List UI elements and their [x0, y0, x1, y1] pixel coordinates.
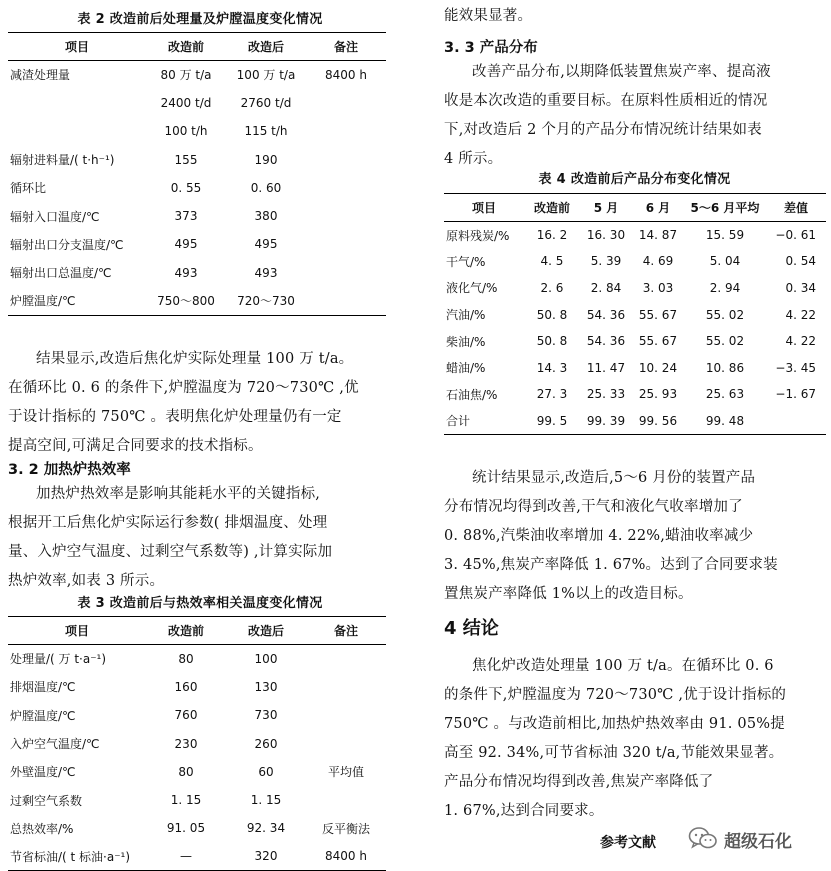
text-line: 根据开工后焦化炉实际运行参数( 排烟温度、处理: [8, 515, 328, 531]
table-cell: 14. 87: [632, 222, 684, 249]
table-cell: 2. 6: [540, 280, 564, 295]
table-cell: [306, 117, 386, 145]
table2: [8, 32, 386, 316]
table-cell: 汽油/%: [446, 308, 486, 323]
table-row: [8, 230, 386, 258]
table-row: [444, 248, 826, 275]
table-cell: 50. 8: [536, 307, 568, 322]
table2-header-row: [8, 33, 386, 61]
table-row: [8, 61, 386, 89]
table-cell: 0. 54: [785, 254, 816, 269]
table-cell: 石油焦/%: [446, 387, 498, 402]
table-cell: 1. 15: [170, 793, 202, 808]
table-cell: [306, 786, 386, 814]
text-line: 热炉效率,如表 3 所示。: [8, 573, 165, 589]
table-cell: 入炉空气温度/℃: [10, 737, 100, 752]
table-cell: 260: [254, 736, 278, 751]
left-paragraph-2: [8, 480, 392, 596]
table-cell: 80: [146, 645, 226, 673]
table4-caption: 表 4 改造前后产品分布变化情况: [538, 172, 731, 187]
table-cell: 4. 69: [642, 254, 674, 269]
table-cell: 10. 24: [638, 360, 678, 375]
table-cell: −0. 61: [766, 222, 826, 249]
table-cell: 25. 63: [705, 387, 745, 402]
table-cell: 循环比: [10, 181, 47, 196]
table-cell: 外壁温度/℃: [10, 765, 76, 780]
table-cell: [306, 174, 386, 202]
table-cell: 100 万 t/a: [226, 61, 306, 89]
table-cell: 8400 h: [306, 843, 386, 871]
table-row: [444, 408, 826, 435]
table-cell: 25. 93: [638, 387, 678, 402]
table-cell: [306, 202, 386, 230]
table-cell: 730: [254, 708, 278, 723]
table-cell: [306, 259, 386, 287]
table3-caption: 表 3 改造前后与热效率相关温度变化情况: [77, 596, 323, 611]
column-header: 差值: [766, 194, 826, 222]
section-3-3-heading: 3. 3 产品分布: [444, 40, 538, 56]
column-header: 项目: [444, 194, 524, 222]
table-cell: 15. 59: [684, 222, 766, 249]
table-row: [444, 222, 826, 249]
table-cell: −3. 45: [775, 360, 816, 375]
table-cell: 99. 5: [524, 408, 580, 435]
table-row: [8, 814, 386, 842]
text-line: 在循环比 0. 6 的条件下,炉膛温度为 720～730℃ ,优: [8, 380, 359, 396]
column-header: 改造前: [146, 617, 226, 645]
watermark-text: 超级石化: [724, 832, 792, 852]
table-row: [8, 174, 386, 202]
table-cell: 柴油/%: [446, 334, 486, 349]
table-cell: 2. 84: [590, 280, 622, 295]
table-row: [444, 328, 826, 355]
text-line: 下,对改造后 2 个月的产品分布情况统计结果如表: [444, 122, 762, 138]
left-paragraph-1: [8, 345, 392, 461]
column-header: 备注: [306, 33, 386, 61]
table-cell: 100: [226, 645, 306, 673]
table-cell: −1. 67: [775, 387, 816, 402]
text-line: 焦化炉改造处理量 100 万 t/a。在循环比 0. 6: [472, 658, 774, 674]
table-cell: [306, 89, 386, 117]
table-cell: 节省标油/( t 标油·a⁻¹): [8, 843, 146, 871]
table-cell: 720～730: [226, 287, 306, 315]
wechat-icon: [688, 826, 718, 852]
table-cell: 4. 5: [540, 254, 564, 269]
table-row: [444, 354, 826, 381]
column-header: 5 月: [580, 194, 632, 222]
text-line: 能效果显著。: [444, 8, 533, 24]
table-cell: 干气/%: [446, 254, 486, 269]
table-cell: 炉膛温度/℃: [10, 708, 76, 723]
table-cell: 160: [174, 679, 198, 694]
table-cell: 3. 03: [642, 280, 674, 295]
table-cell: 130: [254, 679, 278, 694]
table-cell: 54. 36: [586, 334, 626, 349]
column-header: 项目: [8, 617, 146, 645]
table-cell: 减渣处理量: [8, 61, 146, 89]
table-cell: 50. 8: [536, 334, 568, 349]
text-line: 改善产品分布,以期降低装置焦炭产率、提高液: [472, 64, 771, 80]
table-cell: 排烟温度/℃: [10, 680, 76, 695]
right-paragraph-2: [444, 464, 828, 609]
table-cell: 55. 67: [638, 334, 678, 349]
table-cell: 2760 t/d: [240, 95, 292, 110]
table-cell: 25. 33: [586, 387, 626, 402]
table-cell: 60: [258, 764, 274, 779]
text-line: 量、入炉空气温度、过剩空气系数等) ,计算实际加: [8, 544, 333, 560]
text-line: 的条件下,炉膛温度为 720～730℃ ,优于设计指标的: [444, 687, 787, 703]
table-cell: [306, 673, 386, 701]
column-header: 改造后: [226, 617, 306, 645]
table-cell: 4. 22: [785, 334, 816, 349]
table-cell: 辐射出口分支温度/℃: [10, 237, 124, 252]
table-row: [8, 202, 386, 230]
table-cell: 230: [174, 736, 198, 751]
table-cell: 27. 3: [536, 387, 568, 402]
table-cell: 辐射入口温度/℃: [10, 209, 100, 224]
table-cell: 液化气/%: [446, 281, 498, 296]
table-cell: 8400 h: [306, 61, 386, 89]
table-cell: [306, 230, 386, 258]
text-line: 加热炉热效率是影响其能耗水平的关键指标,: [36, 486, 321, 502]
table-cell: 115 t/h: [244, 124, 288, 139]
table-cell: 55. 02: [705, 307, 745, 322]
table3: [8, 616, 386, 871]
table-row: [444, 301, 826, 328]
table-cell: [8, 89, 146, 117]
text-line: 分布情况均得到改善,干气和液化气收率增加了: [444, 499, 743, 515]
table-cell: 1. 15: [250, 793, 282, 808]
text-line: 高至 92. 34%,可节省标油 320 t/a,节能效果显著。: [444, 745, 784, 761]
table-cell: 总热效率/%: [10, 821, 74, 836]
text-line: 1. 67%,达到合同要求。: [444, 803, 604, 819]
table-row: [8, 89, 386, 117]
table-cell: 760: [174, 708, 198, 723]
right-paragraph-3: [444, 652, 828, 826]
table-cell: —: [146, 843, 226, 871]
table-cell: 10. 86: [705, 360, 745, 375]
table-cell: [306, 645, 386, 673]
table-cell: 0. 34: [785, 280, 816, 295]
table-cell: 0. 55: [170, 180, 202, 195]
table-cell: 反平衡法: [321, 821, 370, 836]
table3-header-row: [8, 617, 386, 645]
table-cell: 493: [254, 265, 278, 280]
table-row: [8, 117, 386, 145]
table-cell: 495: [254, 237, 278, 252]
text-line: 750℃ 。与改造前相比,加热炉热效率由 91. 05%提: [444, 716, 785, 732]
table-row: [444, 275, 826, 302]
table-cell: 99. 56: [632, 408, 684, 435]
text-line: 收是本次改造的重要目标。在原料性质相近的情况: [444, 93, 768, 109]
table-cell: 54. 36: [586, 307, 626, 322]
table-cell: 92. 34: [246, 821, 286, 836]
text-line: 置焦炭产率降低 1%以上的改造目标。: [444, 586, 693, 602]
column-header: 改造后: [226, 33, 306, 61]
table-cell: 495: [174, 237, 198, 252]
table-cell: [306, 287, 386, 315]
table-cell: [766, 408, 826, 435]
table-row: [8, 145, 386, 173]
table-row: [8, 259, 386, 287]
table-cell: 4. 22: [785, 307, 816, 322]
text-line: 于设计指标的 750℃ 。表明焦化炉处理量仍有一定: [8, 409, 342, 425]
table-cell: 原料残炭/%: [444, 222, 524, 249]
table-cell: 5. 39: [590, 254, 622, 269]
table-cell: 380: [254, 209, 278, 224]
column-header: 项目: [8, 33, 146, 61]
table-cell: 750～800: [146, 287, 226, 315]
table-cell: 80: [178, 764, 194, 779]
table-row: [8, 645, 386, 673]
table4-header-row: [444, 194, 826, 222]
watermark: [688, 824, 828, 854]
table-cell: [8, 117, 146, 145]
text-line: 0. 88%,汽柴油收率增加 4. 22%,蜡油收率减少: [444, 528, 754, 544]
text-line: 提高空间,可满足合同要求的技术指标。: [8, 438, 263, 454]
table-cell: 5. 04: [709, 254, 741, 269]
table-cell: 辐射出口总温度/℃: [10, 266, 112, 281]
table-row: [8, 758, 386, 786]
table-cell: 辐射进料量/( t·h⁻¹): [10, 153, 115, 168]
table-row: [8, 786, 386, 814]
table-cell: 99. 39: [580, 408, 632, 435]
column-header: 改造前: [524, 194, 580, 222]
table-cell: 0. 60: [250, 180, 282, 195]
right-paragraph-1: [444, 58, 828, 174]
table-cell: 2400 t/d: [160, 95, 212, 110]
table-cell: 14. 3: [536, 360, 568, 375]
table-cell: 80 万 t/a: [146, 61, 226, 89]
table4: [444, 193, 826, 435]
table-cell: 蜡油/%: [446, 361, 486, 376]
right-top-text: [444, 2, 532, 31]
text-line: 统计结果显示,改造后,5～6 月份的装置产品: [472, 470, 756, 486]
table-cell: 2. 94: [709, 280, 741, 295]
table-cell: 155: [174, 152, 198, 167]
text-line: 结果显示,改造后焦化炉实际处理量 100 万 t/a。: [36, 351, 354, 367]
references-heading: 参考文献: [600, 835, 656, 851]
table-cell: 处理量/( 万 t·a⁻¹): [8, 645, 146, 673]
table-cell: [306, 729, 386, 757]
table2-caption: 表 2 改造前后处理量及炉膛温度变化情况: [77, 12, 323, 27]
table-cell: 320: [226, 843, 306, 871]
table-cell: 373: [174, 209, 198, 224]
section-3-2-heading: 3. 2 加热炉热效率: [8, 462, 131, 478]
column-header: 备注: [306, 617, 386, 645]
text-line: 产品分布情况均得到改善,焦炭产率降低了: [444, 774, 714, 790]
column-header: 6 月: [632, 194, 684, 222]
table-cell: 99. 48: [684, 408, 766, 435]
table-row: [8, 843, 386, 871]
table-cell: 11. 47: [586, 360, 626, 375]
table-cell: [306, 701, 386, 729]
table-row: [8, 701, 386, 729]
table-row: [8, 673, 386, 701]
table-cell: 55. 67: [638, 307, 678, 322]
table-cell: 16. 2: [524, 222, 580, 249]
column-header: 改造前: [146, 33, 226, 61]
table-row: [8, 729, 386, 757]
column-header: 5～6 月平均: [684, 194, 766, 222]
table-cell: 190: [254, 152, 278, 167]
table-cell: 100 t/h: [164, 124, 208, 139]
table-cell: [306, 145, 386, 173]
section-4-heading: 4 结论: [444, 618, 499, 639]
table-cell: 16. 30: [580, 222, 632, 249]
text-line: 4 所示。: [444, 151, 503, 167]
table-cell: 过剩空气系数: [10, 793, 83, 808]
table-cell: 炉膛温度/℃: [8, 287, 146, 315]
table-row: [8, 287, 386, 315]
text-line: 3. 45%,焦炭产率降低 1. 67%。达到了合同要求装: [444, 557, 778, 573]
table-cell: 合计: [444, 408, 524, 435]
table-row: [444, 381, 826, 408]
table-cell: 55. 02: [705, 334, 745, 349]
table-cell: 平均值: [327, 765, 364, 780]
table-cell: 493: [174, 265, 198, 280]
table-cell: 91. 05: [166, 821, 206, 836]
